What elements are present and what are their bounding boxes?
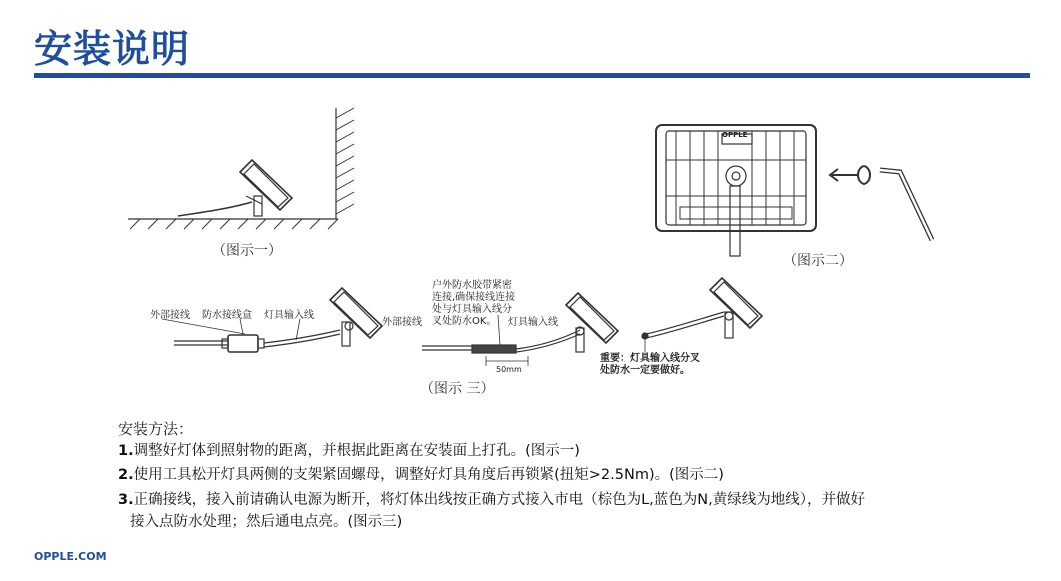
figure-3-right-drawing [642,278,762,352]
instruction-step-3 [118,490,865,511]
lamp-back-logo: OPPLE [722,131,748,139]
step-number: 2. [118,467,134,483]
instruction-step-2 [118,465,724,486]
step-text: 使用工具松开灯具两侧的支架紧固螺母，调整好灯具角度后再锁紧(扭矩>2.5Nm)。(图示二) [133,467,724,483]
footer-site: OPPLE.COM [34,550,107,563]
tape-note-line: 户外防水胶带紧密 [432,280,512,291]
label-lamp-input-wire: 灯具输入线 [508,317,558,328]
figure-1-drawing [128,108,354,229]
page-title: 安装说明 [34,27,191,71]
instructions-heading: 安装方法： [118,420,194,438]
figure-2-caption: （图示二） [783,253,853,269]
step-number: 1. [118,443,134,459]
figure-1-caption: （图示一） [212,243,282,259]
label-waterproof-box: 防水接线盒 [202,310,252,321]
instruction-step-1 [118,441,580,462]
important-note [600,353,700,377]
figure-2-drawing [656,125,932,256]
instruction-step-3-continued [130,512,402,533]
important-note-line: 重要：灯具输入线分叉 [600,353,700,364]
step-text: 正确接线，接入前请确认电源为断开，将灯体出线按正确方式接入市电（棕色为L,蓝色为N,黄绿线为地线），并做好 [133,492,865,508]
dimension-label: 50mm [496,365,522,374]
important-note-line: 处防水一定要做好。 [600,365,690,376]
label-external-wire: 外部接线 [150,310,190,321]
label-lamp-input-wire: 灯具输入线 [264,310,314,321]
step-text: 接入点防水处理；然后通电点亮。(图示三) [130,514,403,530]
tape-note-line: 连接,确保接线连接 [432,292,516,303]
step-number: 3. [118,492,134,508]
step-text: 调整好灯体到照射物的距离，并根据此距离在安装面上打孔。(图示一) [133,443,580,459]
tape-note-line: 叉处防水OK。 [432,316,497,327]
tape-instruction-note [432,280,515,328]
figure-3-caption: （图示 三） [420,381,495,397]
tape-note-line: 处与灯具输入线分 [432,304,512,315]
label-external-wire: 外部接线 [382,317,422,328]
